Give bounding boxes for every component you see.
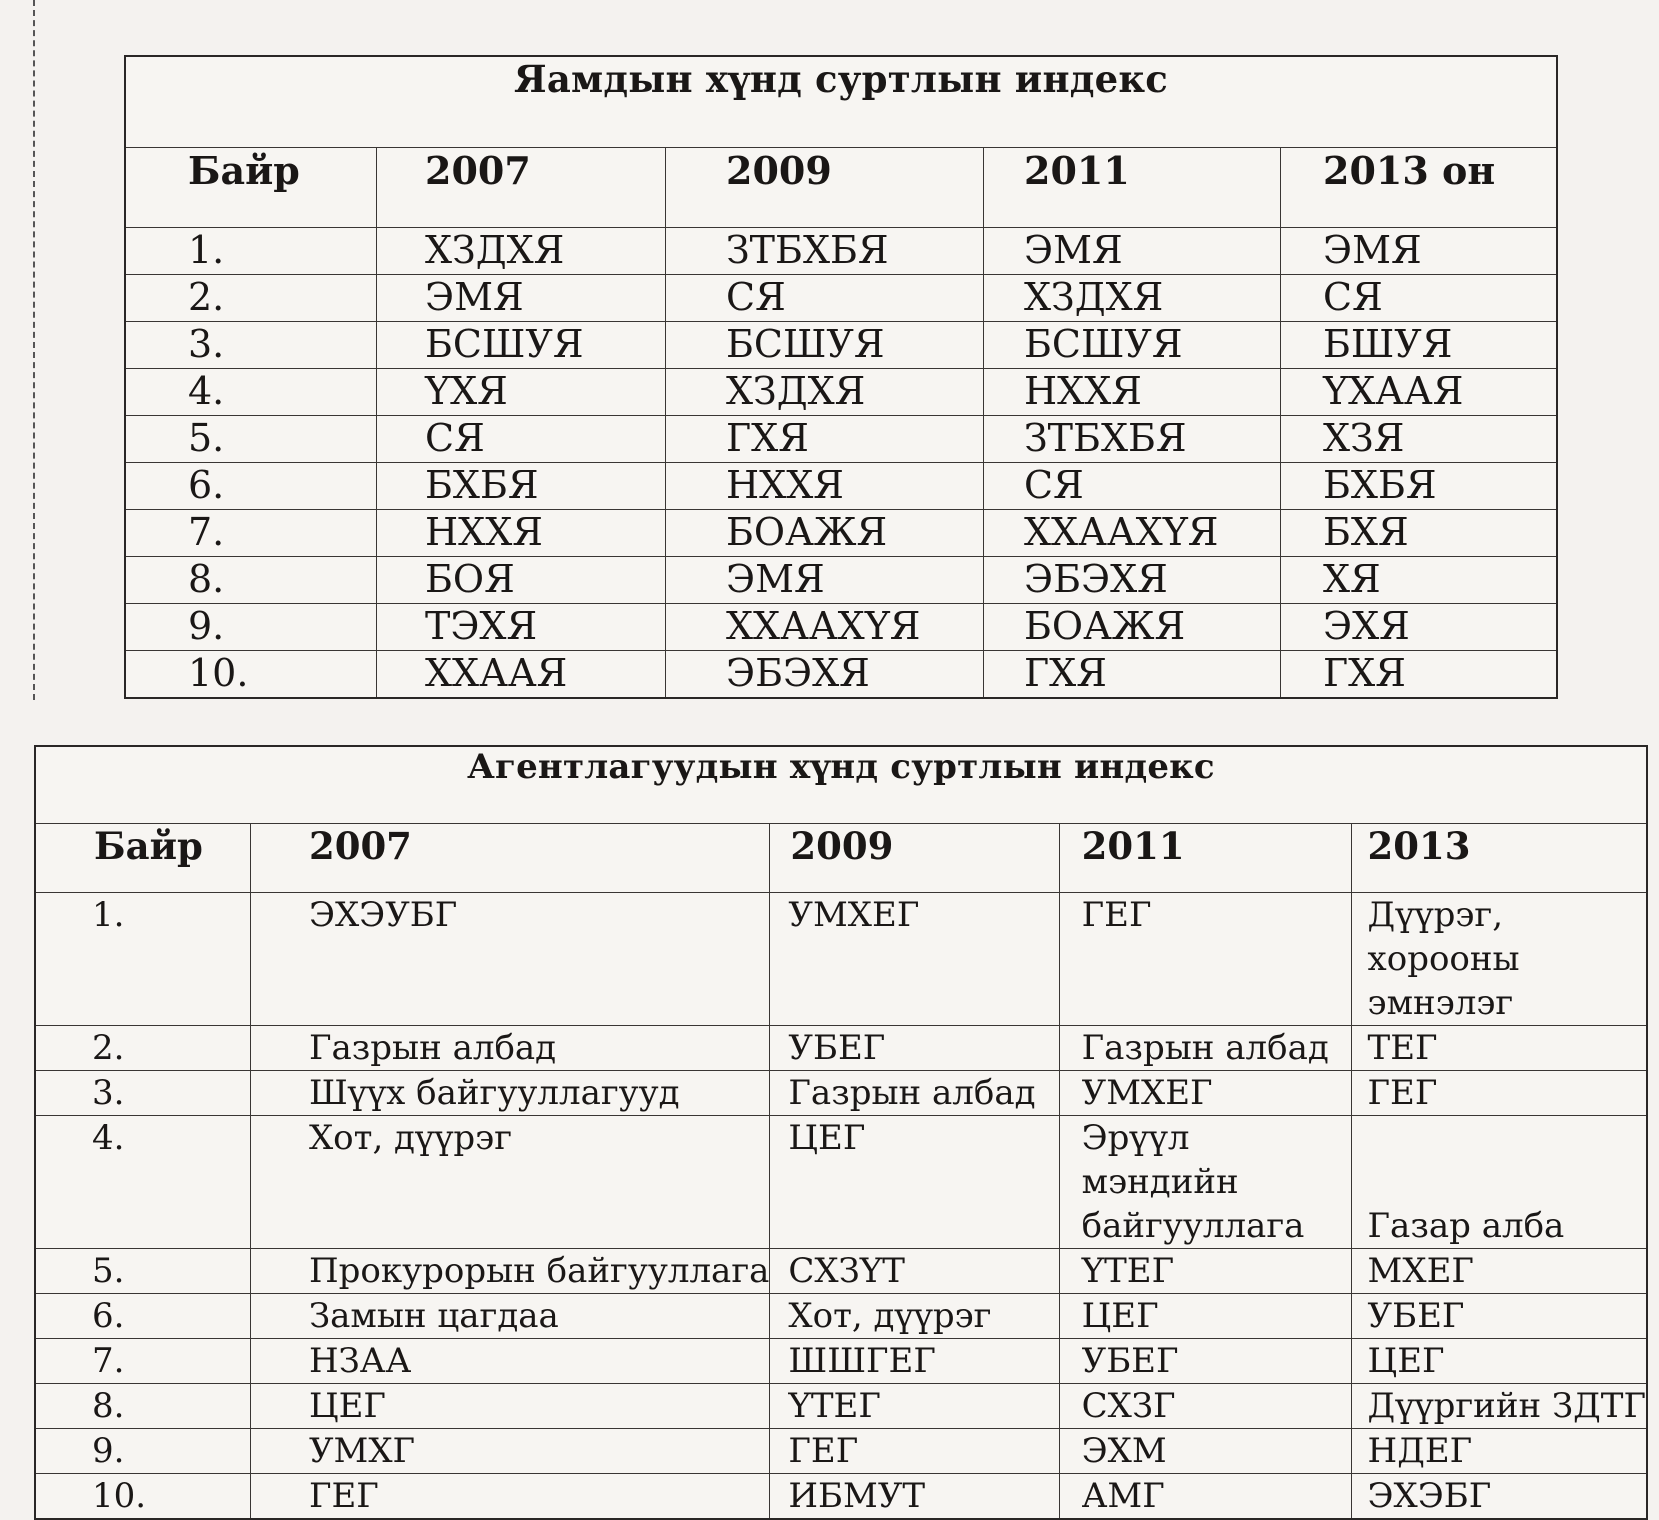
table-cell: ЭМЯ xyxy=(666,557,984,604)
table-row xyxy=(35,1429,1647,1474)
rank-cell: 10. xyxy=(35,1474,250,1520)
rank-cell: 1. xyxy=(125,228,377,275)
column-header-2009: 2009 xyxy=(666,148,984,228)
table-cell: УБЕГ xyxy=(1351,1294,1647,1339)
rank-cell: 2. xyxy=(35,1026,250,1071)
rank-cell: 9. xyxy=(125,604,377,651)
table-cell: УМХЕГ xyxy=(1059,1071,1351,1116)
table-cell: СХЗГ xyxy=(1059,1384,1351,1429)
table-row xyxy=(125,463,1557,510)
table-cell: ЦЕГ xyxy=(1351,1339,1647,1384)
table-cell: БОЯ xyxy=(377,557,666,604)
table-row xyxy=(35,1339,1647,1384)
table-cell: ШШГЕГ xyxy=(770,1339,1059,1384)
table-cell: Газрын албад xyxy=(250,1026,769,1071)
table-row xyxy=(35,1071,1647,1116)
table-cell: БХБЯ xyxy=(1281,463,1558,510)
table-cell: БХЯ xyxy=(1281,510,1558,557)
table-cell: БШУЯ xyxy=(1281,322,1558,369)
table-cell: БСШУЯ xyxy=(377,322,666,369)
table-row xyxy=(125,651,1557,699)
rank-cell: 5. xyxy=(35,1249,250,1294)
table-cell: ЭМЯ xyxy=(984,228,1281,275)
column-header-rank: Байр xyxy=(35,824,250,893)
table-cell: ХЯ xyxy=(1281,557,1558,604)
table-title-row xyxy=(35,746,1647,824)
table-cell: ХХААЯ xyxy=(377,651,666,699)
table-cell: ГЕГ xyxy=(250,1474,769,1520)
table-cell: ГЕГ xyxy=(1059,893,1351,1026)
rank-cell: 4. xyxy=(35,1116,250,1249)
table-cell: ЭХЭУБГ xyxy=(250,893,769,1026)
table-cell: ЦЕГ xyxy=(1059,1294,1351,1339)
table-row xyxy=(125,510,1557,557)
table-header-row xyxy=(125,148,1557,228)
table-cell: ЭМЯ xyxy=(1281,228,1558,275)
table-header-row xyxy=(35,824,1647,893)
table-row xyxy=(35,1249,1647,1294)
agencies-index-table xyxy=(34,745,1648,1520)
table-row xyxy=(125,604,1557,651)
table-cell: Газрын албад xyxy=(770,1071,1059,1116)
table-cell: Хот, дүүрэг xyxy=(770,1294,1059,1339)
column-header-2007: 2007 xyxy=(377,148,666,228)
table-cell: ГХЯ xyxy=(984,651,1281,699)
table-cell: ЗТБХБЯ xyxy=(666,228,984,275)
table-cell: ТЕГ xyxy=(1351,1026,1647,1071)
rank-cell: 1. xyxy=(35,893,250,1026)
table-cell: ХЗДХЯ xyxy=(666,369,984,416)
table-cell: СЯ xyxy=(666,275,984,322)
table-cell: НХХЯ xyxy=(984,369,1281,416)
table-row xyxy=(125,228,1557,275)
table-cell: ТЭХЯ xyxy=(377,604,666,651)
table-cell: Шүүх байгууллагууд xyxy=(250,1071,769,1116)
table-row xyxy=(125,416,1557,463)
column-header-2009: 2009 xyxy=(770,824,1059,893)
table-cell: СЯ xyxy=(1281,275,1558,322)
rank-cell: 7. xyxy=(35,1339,250,1384)
table-cell: УБЕГ xyxy=(1059,1339,1351,1384)
rank-cell: 4. xyxy=(125,369,377,416)
rank-cell: 7. xyxy=(125,510,377,557)
table-cell: ГХЯ xyxy=(666,416,984,463)
table-cell: ГЕГ xyxy=(770,1429,1059,1474)
table-cell: СЯ xyxy=(377,416,666,463)
table-cell: БСШУЯ xyxy=(984,322,1281,369)
table-cell: Дүүрэг, хорооны эмнэлэг xyxy=(1351,893,1647,1026)
table-row xyxy=(125,557,1557,604)
table-cell: Газар алба xyxy=(1351,1116,1647,1249)
table-row xyxy=(35,1384,1647,1429)
table-cell: ЭМЯ xyxy=(377,275,666,322)
column-header-2013: 2013 xyxy=(1351,824,1647,893)
table-cell: ЗТБХБЯ xyxy=(984,416,1281,463)
table-cell: ЭХЯ xyxy=(1281,604,1558,651)
table-cell: ЭХМ xyxy=(1059,1429,1351,1474)
rank-cell: 5. xyxy=(125,416,377,463)
table-cell: СЯ xyxy=(984,463,1281,510)
table-row xyxy=(125,369,1557,416)
rank-cell: 9. xyxy=(35,1429,250,1474)
table-cell: ГЕГ xyxy=(1351,1071,1647,1116)
table-cell: Эрүүл мэндийн байгууллага xyxy=(1059,1116,1351,1249)
table-row xyxy=(35,1474,1647,1520)
rank-cell: 8. xyxy=(35,1384,250,1429)
table-cell: Хот, дүүрэг xyxy=(250,1116,769,1249)
column-header-2007: 2007 xyxy=(250,824,769,893)
table-cell: НХХЯ xyxy=(666,463,984,510)
column-header-2011: 2011 xyxy=(984,148,1281,228)
table-cell: Газрын албад xyxy=(1059,1026,1351,1071)
ministries-index-table xyxy=(124,55,1558,699)
table-cell: ХЗЯ xyxy=(1281,416,1558,463)
rank-cell: 3. xyxy=(35,1071,250,1116)
table-row xyxy=(35,1294,1647,1339)
table-row xyxy=(35,1116,1647,1249)
table-cell: УМХГ xyxy=(250,1429,769,1474)
table-cell: ЭБЭХЯ xyxy=(666,651,984,699)
column-header-2013: 2013 он xyxy=(1281,148,1558,228)
table-cell: ЦЕГ xyxy=(250,1384,769,1429)
table-title: Агентлагуудын хүнд суртлын индекс xyxy=(35,746,1647,824)
column-header-rank: Байр xyxy=(125,148,377,228)
page-margin-dashed-line xyxy=(33,0,35,700)
table-cell: ХЗДХЯ xyxy=(984,275,1281,322)
table-cell: БОАЖЯ xyxy=(984,604,1281,651)
table-cell: МХЕГ xyxy=(1351,1249,1647,1294)
table-cell: ЭБЭХЯ xyxy=(984,557,1281,604)
table-title-row xyxy=(125,56,1557,148)
table-cell: ИБМУТ xyxy=(770,1474,1059,1520)
table-cell: ХЗДХЯ xyxy=(377,228,666,275)
table-cell: Замын цагдаа xyxy=(250,1294,769,1339)
table-cell: ЦЕГ xyxy=(770,1116,1059,1249)
rank-cell: 6. xyxy=(35,1294,250,1339)
table-row xyxy=(125,275,1557,322)
table-cell: ЭХЭБГ xyxy=(1351,1474,1647,1520)
table-cell: БОАЖЯ xyxy=(666,510,984,557)
table-cell: АМГ xyxy=(1059,1474,1351,1520)
rank-cell: 3. xyxy=(125,322,377,369)
rank-cell: 6. xyxy=(125,463,377,510)
table-cell: ҮХЯ xyxy=(377,369,666,416)
table-row xyxy=(125,322,1557,369)
table-cell: БСШУЯ xyxy=(666,322,984,369)
table-cell: УБЕГ xyxy=(770,1026,1059,1071)
table-cell: УМХЕГ xyxy=(770,893,1059,1026)
rank-cell: 10. xyxy=(125,651,377,699)
rank-cell: 2. xyxy=(125,275,377,322)
table-cell: НДЕГ xyxy=(1351,1429,1647,1474)
table-cell: ГХЯ xyxy=(1281,651,1558,699)
column-header-2011: 2011 xyxy=(1059,824,1351,893)
table-cell: БХБЯ xyxy=(377,463,666,510)
table-cell: ҮТЕГ xyxy=(770,1384,1059,1429)
table-cell: ХХААХҮЯ xyxy=(984,510,1281,557)
table-cell: ҮТЕГ xyxy=(1059,1249,1351,1294)
table-cell: НЗАА xyxy=(250,1339,769,1384)
table-row xyxy=(35,893,1647,1026)
table-cell: НХХЯ xyxy=(377,510,666,557)
table-cell: Дүүргийн ЗДТГ xyxy=(1351,1384,1647,1429)
table-row xyxy=(35,1026,1647,1071)
table-cell: ХХААХҮЯ xyxy=(666,604,984,651)
table-cell: Прокурорын байгууллага xyxy=(250,1249,769,1294)
table-title: Яамдын хүнд суртлын индекс xyxy=(125,56,1557,148)
rank-cell: 8. xyxy=(125,557,377,604)
table-cell: ҮХААЯ xyxy=(1281,369,1558,416)
table-cell: СХЗҮТ xyxy=(770,1249,1059,1294)
